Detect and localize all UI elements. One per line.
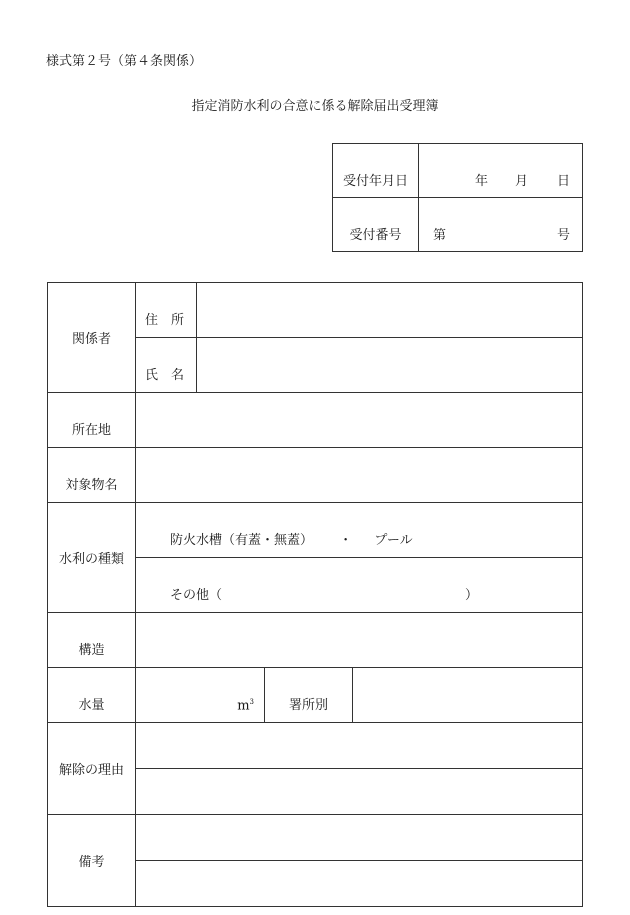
year-label: 年 bbox=[475, 174, 489, 189]
notification-form-table bbox=[47, 282, 583, 907]
receipt-number-field[interactable] bbox=[419, 198, 583, 252]
location-row bbox=[48, 393, 583, 448]
reason-field-2[interactable] bbox=[136, 769, 583, 815]
remarks-field-1[interactable] bbox=[136, 815, 583, 861]
volume-field[interactable] bbox=[136, 668, 265, 723]
month-label: 月 bbox=[515, 174, 529, 189]
day-label: 日 bbox=[557, 174, 571, 189]
receipt-date-row bbox=[333, 144, 583, 198]
go-label: 号 bbox=[557, 228, 571, 243]
option-other: その他（ bbox=[170, 588, 223, 603]
structure-row bbox=[48, 613, 583, 668]
remarks-field-2[interactable] bbox=[136, 861, 583, 907]
water-type-row-1 bbox=[48, 503, 583, 558]
volume-unit-superscript: 3 bbox=[249, 697, 254, 706]
station-field[interactable] bbox=[353, 668, 583, 723]
reason-label: 解除の理由 bbox=[48, 723, 136, 815]
option-other-close: ） bbox=[465, 588, 479, 603]
dai-label: 第 bbox=[433, 228, 447, 243]
address-row bbox=[48, 283, 583, 338]
volume-unit: m bbox=[237, 698, 250, 713]
name-field[interactable] bbox=[197, 338, 583, 393]
reason-row-1 bbox=[48, 723, 583, 769]
option-fire-tank: 防火水槽（有蓋・無蓋） bbox=[170, 533, 314, 548]
target-name-field[interactable] bbox=[136, 448, 583, 503]
structure-label: 構造 bbox=[48, 613, 136, 668]
name-label: 氏 名 bbox=[136, 338, 197, 393]
option-separator: ・ bbox=[339, 533, 353, 548]
volume-label: 水量 bbox=[48, 668, 136, 723]
remarks-row-1 bbox=[48, 815, 583, 861]
location-label: 所在地 bbox=[48, 393, 136, 448]
reason-field-1[interactable] bbox=[136, 723, 583, 769]
water-type-options-field[interactable] bbox=[136, 503, 583, 558]
receipt-number-label: 受付番号 bbox=[333, 198, 419, 252]
document-title: 指定消防水利の合意に係る解除届出受理簿 bbox=[191, 99, 439, 114]
target-name-label: 対象物名 bbox=[48, 448, 136, 503]
remarks-label: 備考 bbox=[48, 815, 136, 907]
address-field[interactable] bbox=[197, 283, 583, 338]
form-number: 様式第２号（第４条関係） bbox=[46, 54, 203, 69]
location-field[interactable] bbox=[136, 393, 583, 448]
address-label: 住 所 bbox=[136, 283, 197, 338]
structure-field[interactable] bbox=[136, 613, 583, 668]
related-party-label: 関係者 bbox=[48, 283, 136, 393]
station-label: 署所別 bbox=[265, 668, 353, 723]
water-type-other-field[interactable] bbox=[136, 558, 583, 613]
option-pool: プール bbox=[374, 533, 413, 548]
receipt-number-row bbox=[333, 198, 583, 252]
receipt-date-field[interactable] bbox=[419, 144, 583, 198]
receipt-date-label: 受付年月日 bbox=[333, 144, 419, 198]
water-type-label: 水利の種類 bbox=[48, 503, 136, 613]
receipt-table bbox=[332, 143, 583, 252]
target-name-row bbox=[48, 448, 583, 503]
volume-row bbox=[48, 668, 583, 723]
